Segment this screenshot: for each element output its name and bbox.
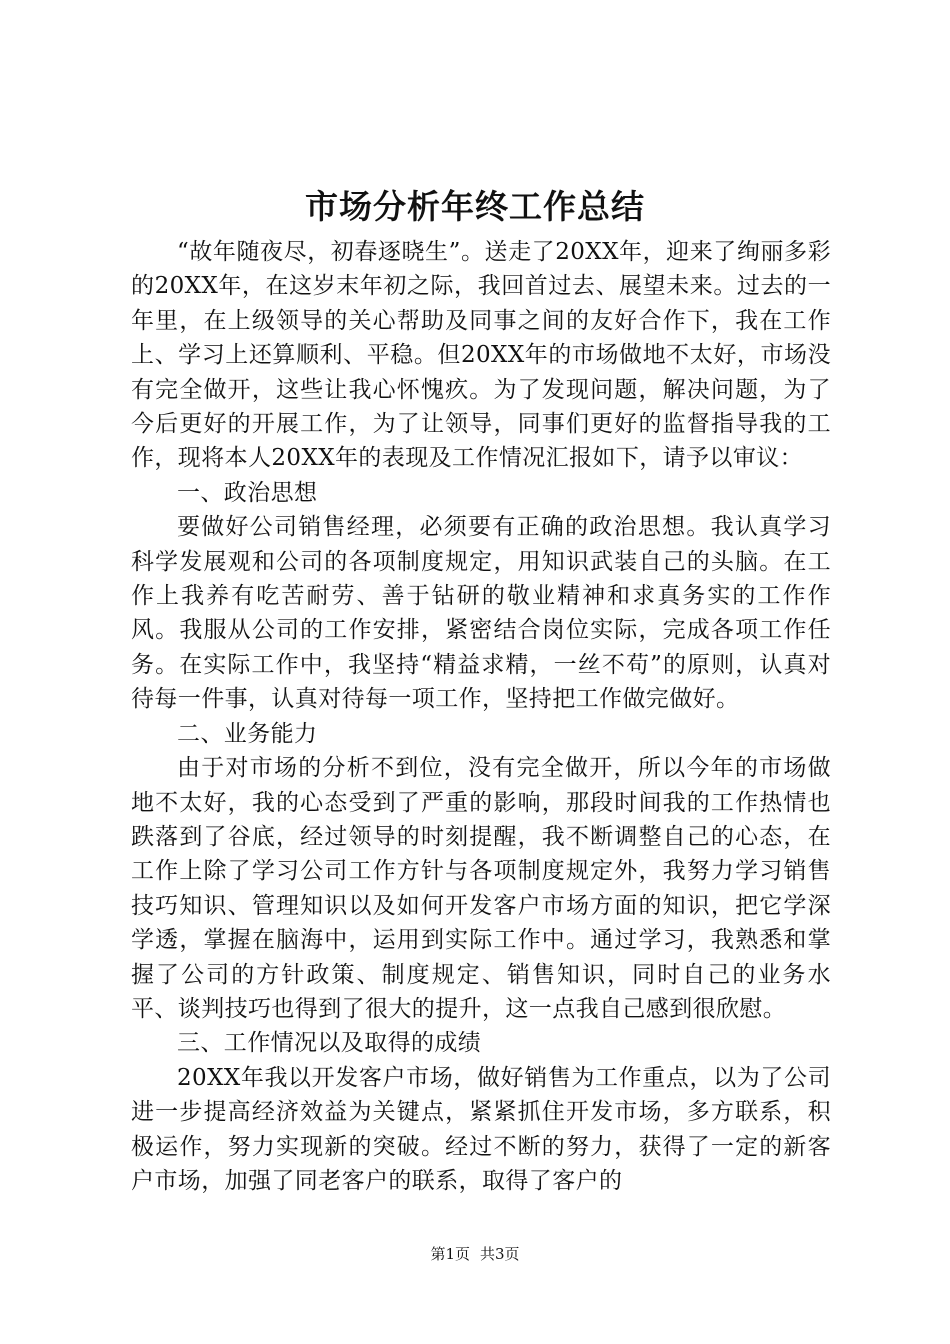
paragraph-achievements: 20XX年我以开发客户市场，做好销售为工作重点，以为了公司进一步提高经济效益为关键点，紧紧抓住开发市场，多方联系，积极运作，努力实现新的突破。经过不断的努力，获得了一定的新客户市场，加强了同老客户的联系，取得了客户的: [131, 1064, 831, 1194]
section-heading-politics: 一、政治思想: [177, 479, 318, 506]
page-total: 共3页: [480, 1245, 520, 1263]
page-number: 第1页: [430, 1245, 470, 1263]
document-body: [131, 235, 831, 1198]
section-heading-achievements: 三、工作情况以及取得的成绩: [177, 1030, 482, 1057]
paragraph-intro: “故年随夜尽，初春逐晓生”。送走了20XX年，迎来了绚丽多彩的20XX年，在这岁末年初之际，我回首过去、展望未来。过去的一年里，在上级领导的关心帮助及同事之间的友好合作下，我在工作上、学习上还算顺利、平稳。但20XX年的市场做地不太好，市场没有完全做开，这些让我心怀愧疚。为了发现问题，解决问题，为了今后更好的开展工作，为了让领导，同事们更好的监督指导我的工作，现将本人20XX年的表现及工作情况汇报如下，请予以审议：: [131, 239, 831, 472]
paragraph-politics: 要做好公司销售经理，必须要有正确的政治思想。我认真学习科学发展观和公司的各项制度规定，用知识武装自己的头脑。在工作上我养有吃苦耐劳、善于钻研的敬业精神和求真务实的工作作风。我服从公司的工作安排，紧密结合岗位实际，完成各项工作任务。在实际工作中，我坚持“精益求精，一丝不苟”的原则，认真对待每一件事，认真对待每一项工作，坚持把工作做完做好。: [131, 514, 831, 713]
page-footer: [0, 1242, 950, 1266]
section-heading-ability: 二、业务能力: [177, 720, 318, 747]
paragraph-ability: 由于对市场的分析不到位，没有完全做开，所以今年的市场做地不太好，我的心态受到了严重的影响，那段时间我的工作热情也跌落到了谷底，经过领导的时刻提醒，我不断调整自己的心态，在工作上除了学习公司工作方针与各项制度规定外，我努力学习销售技巧知识、管理知识以及如何开发客户市场方面的知识，把它学深学透，掌握在脑海中，运用到实际工作中。通过学习，我熟悉和掌握了公司的方针政策、制度规定、销售知识，同时自己的业务水平、谈判技巧也得到了很大的提升，这一点我自己感到很欣慰。: [131, 755, 831, 1022]
document-title: 市场分析年终工作总结: [305, 187, 645, 226]
